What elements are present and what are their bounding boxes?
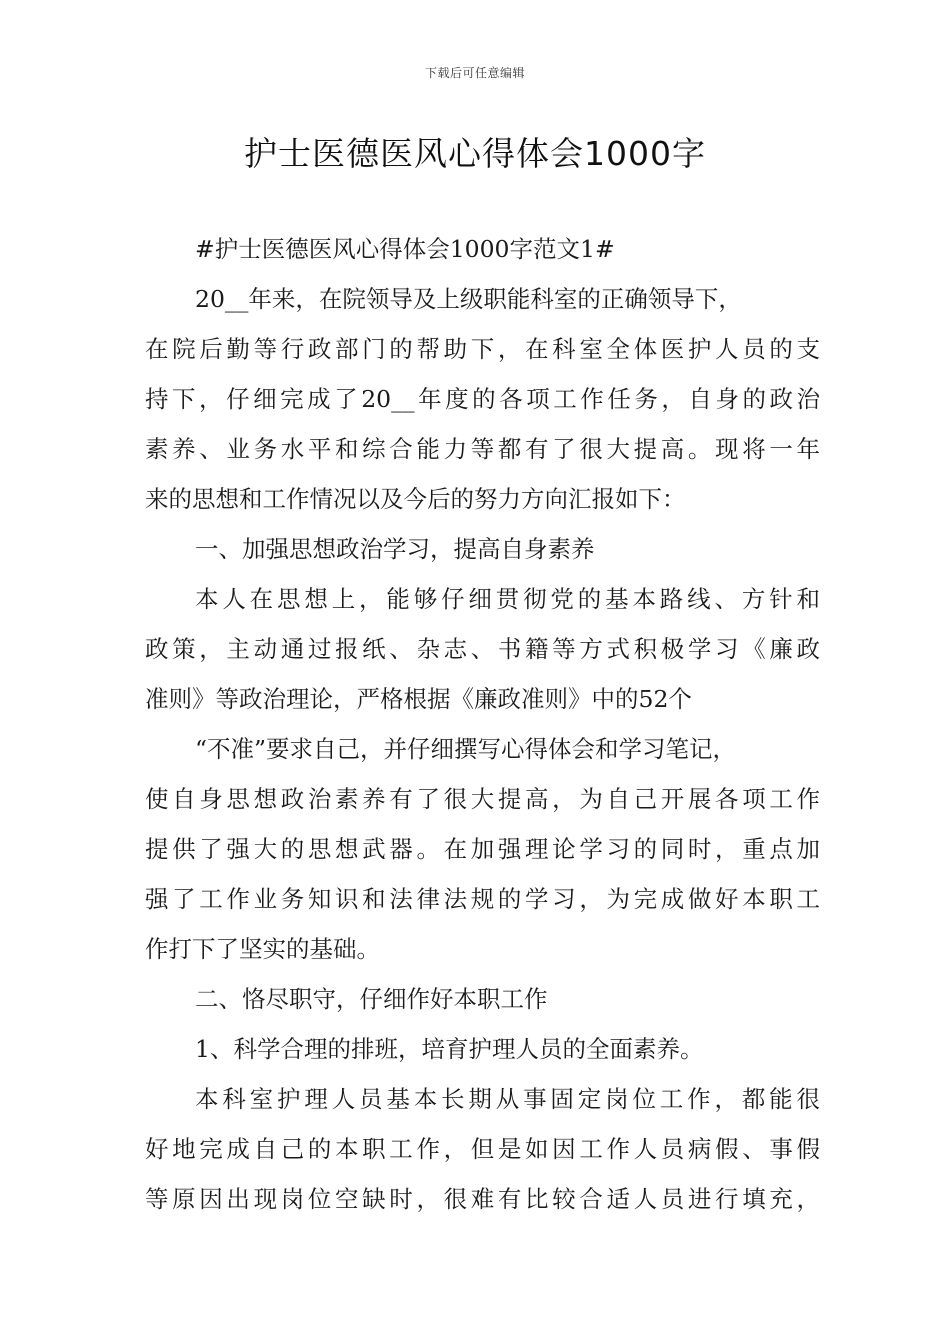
section-heading: 一、加强思想政治学习，提高自身素养	[195, 535, 595, 563]
paragraph-line: 本科室护理人员基本长期从事固定岗位工作，都能很	[195, 1085, 820, 1113]
section-heading: #护士医德医风心得体会1000字范文1#	[195, 235, 615, 263]
paragraph-line: 在院后勤等行政部门的帮助下，在科室全体医护人员的支	[145, 335, 820, 363]
paragraph-line: 使自身思想政治素养有了很大提高，为自己开展各项工作	[145, 785, 820, 813]
paragraph-line: 素养、业务水平和综合能力等都有了很大提高。现将一年	[145, 435, 820, 463]
paragraph-line: 来的思想和工作情况以及今后的努力方向汇报如下：	[145, 485, 686, 513]
paragraph-line: 准则》等政治理论，严格根据《廉政准则》中的52个	[145, 685, 692, 713]
subsection-heading: 1、科学合理的排班，培育护理人员的全面素养。	[195, 1035, 704, 1063]
paragraph-line: 政策，主动通过报纸、杂志、书籍等方式积极学习《廉政	[145, 635, 820, 663]
paragraph-line: 提供了强大的思想武器。在加强理论学习的同时，重点加	[145, 835, 820, 863]
paragraph-line: 本人在思想上，能够仔细贯彻党的基本路线、方针和	[195, 585, 820, 613]
document-title: 护士医德医风心得体会1000字	[244, 134, 706, 173]
paragraph-line: 20__年来，在院领导及上级职能科室的正确领导下，	[195, 285, 742, 313]
document-body	[145, 224, 820, 1224]
paragraph-line: “不准”要求自己，并仔细撰写心得体会和学习笔记，	[195, 735, 737, 763]
paragraph-line: 作打下了坚实的基础。	[145, 935, 380, 963]
header-note: 下载后可任意编辑	[424, 66, 525, 80]
paragraph-line: 好地完成自己的本职工作，但是如因工作人员病假、事假	[145, 1135, 820, 1163]
section-heading: 二、恪尽职守，仔细作好本职工作	[195, 985, 548, 1013]
paragraph-line: 持下，仔细完成了20__年度的各项工作任务，自身的政治	[145, 385, 820, 413]
paragraph-line: 强了工作业务知识和法律法规的学习，为完成做好本职工	[145, 885, 820, 913]
paragraph-line: 等原因出现岗位空缺时，很难有比较合适人员进行填充，	[145, 1185, 820, 1213]
